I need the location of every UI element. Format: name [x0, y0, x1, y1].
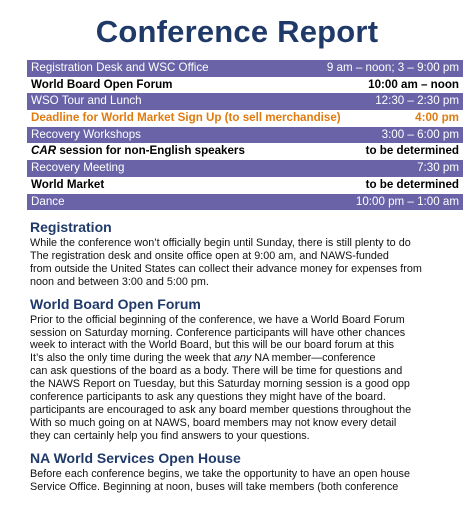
schedule-event: Dance	[31, 194, 65, 208]
schedule-time: to be determined	[365, 144, 459, 158]
text-line: noon and between 3:00 and 5:00 pm.	[30, 275, 209, 288]
schedule-time: 10:00 pm – 1:00 am	[355, 194, 459, 208]
schedule-time: 12:30 – 2:30 pm	[375, 94, 459, 108]
schedule-row	[27, 60, 463, 77]
section-heading-registration: Registration	[30, 219, 112, 235]
schedule-time: 10:00 am – noon	[368, 77, 459, 91]
schedule-event: WSO Tour and Lunch	[31, 94, 142, 108]
schedule-event: Recovery Meeting	[31, 161, 125, 175]
schedule-time: 9 am – noon; 3 – 9:00 pm	[326, 61, 459, 74]
schedule-row	[27, 93, 463, 110]
text-fragment: NA member—conference	[251, 352, 376, 365]
schedule-event-rest: session for non-English speakers	[56, 144, 245, 158]
text-line-any	[30, 352, 466, 365]
text-line: participants are encouraged to ask any board member questions throughout the	[30, 403, 412, 416]
schedule-event: Recovery Workshops	[31, 127, 141, 141]
text-line: Prior to the official beginning of the conference, we have a World Board Forum	[30, 313, 405, 326]
schedule-time: 3:00 – 6:00 pm	[381, 127, 459, 141]
text-line: can ask questions of the board as a body. There will be time for questions and	[30, 365, 403, 378]
section-heading-forum: World Board Open Forum	[30, 295, 201, 312]
car-abbreviation: CAR	[31, 144, 57, 158]
schedule-time: 4:00 pm	[415, 111, 459, 125]
schedule-event: Registration Desk and WSC Office	[31, 61, 209, 74]
text-line: they can certainly help you find answers to your questions.	[30, 429, 310, 442]
text-line: While the conference won’t officially begin until Sunday, there is still plenty to do	[30, 237, 411, 249]
text-line: With so much going on at NAWS, board members may not know every detail	[30, 416, 397, 429]
section-heading-open-house: NA World Services Open House	[30, 449, 241, 466]
text-fragment: It’s also the only time during the week that	[30, 352, 231, 365]
text-line: Before each conference begins, we take the opportunity to have an open house	[30, 467, 410, 480]
registration-paragraph	[30, 237, 466, 289]
text-line: The registration desk and onsite office open at 9:00 am, and NAWS-funded	[30, 249, 389, 262]
schedule-row-deadline	[27, 110, 463, 127]
schedule-row	[27, 143, 463, 160]
schedule-event: World Board Open Forum	[31, 77, 173, 91]
schedule-row	[27, 127, 463, 144]
schedule-event: World Market	[31, 177, 105, 191]
schedule-table	[27, 60, 463, 210]
text-line: conference participants to ask any questions they might have of the board.	[30, 391, 386, 404]
schedule-row	[27, 194, 463, 211]
emphasis-any: any	[233, 352, 252, 365]
page-title: Conference Report	[95, 14, 379, 49]
schedule-row	[27, 177, 463, 194]
text-line: from outside the United States can collect their advance money for expenses from	[30, 262, 422, 275]
schedule-time: to be determined	[365, 177, 459, 191]
schedule-row	[27, 160, 463, 177]
report-body	[30, 218, 466, 500]
open-house-paragraph	[30, 468, 466, 494]
text-line: the NAWS Report on Tuesday, but this Saturday morning session is a good opp	[30, 378, 410, 391]
schedule-event: Deadline for World Market Sign Up (to sell merchandise)	[31, 111, 341, 125]
text-line: session on Saturday morning. Conference participants will have other chances	[30, 326, 406, 339]
schedule-row	[27, 77, 463, 94]
text-line: Service Office. Beginning at noon, buses will take members (both conference	[30, 480, 399, 493]
schedule-event	[31, 143, 245, 160]
schedule-time: 7:30 pm	[417, 161, 459, 175]
forum-paragraph	[30, 314, 466, 443]
text-line: week to interact with the World Board, but this will be our board forum at this	[30, 339, 395, 352]
